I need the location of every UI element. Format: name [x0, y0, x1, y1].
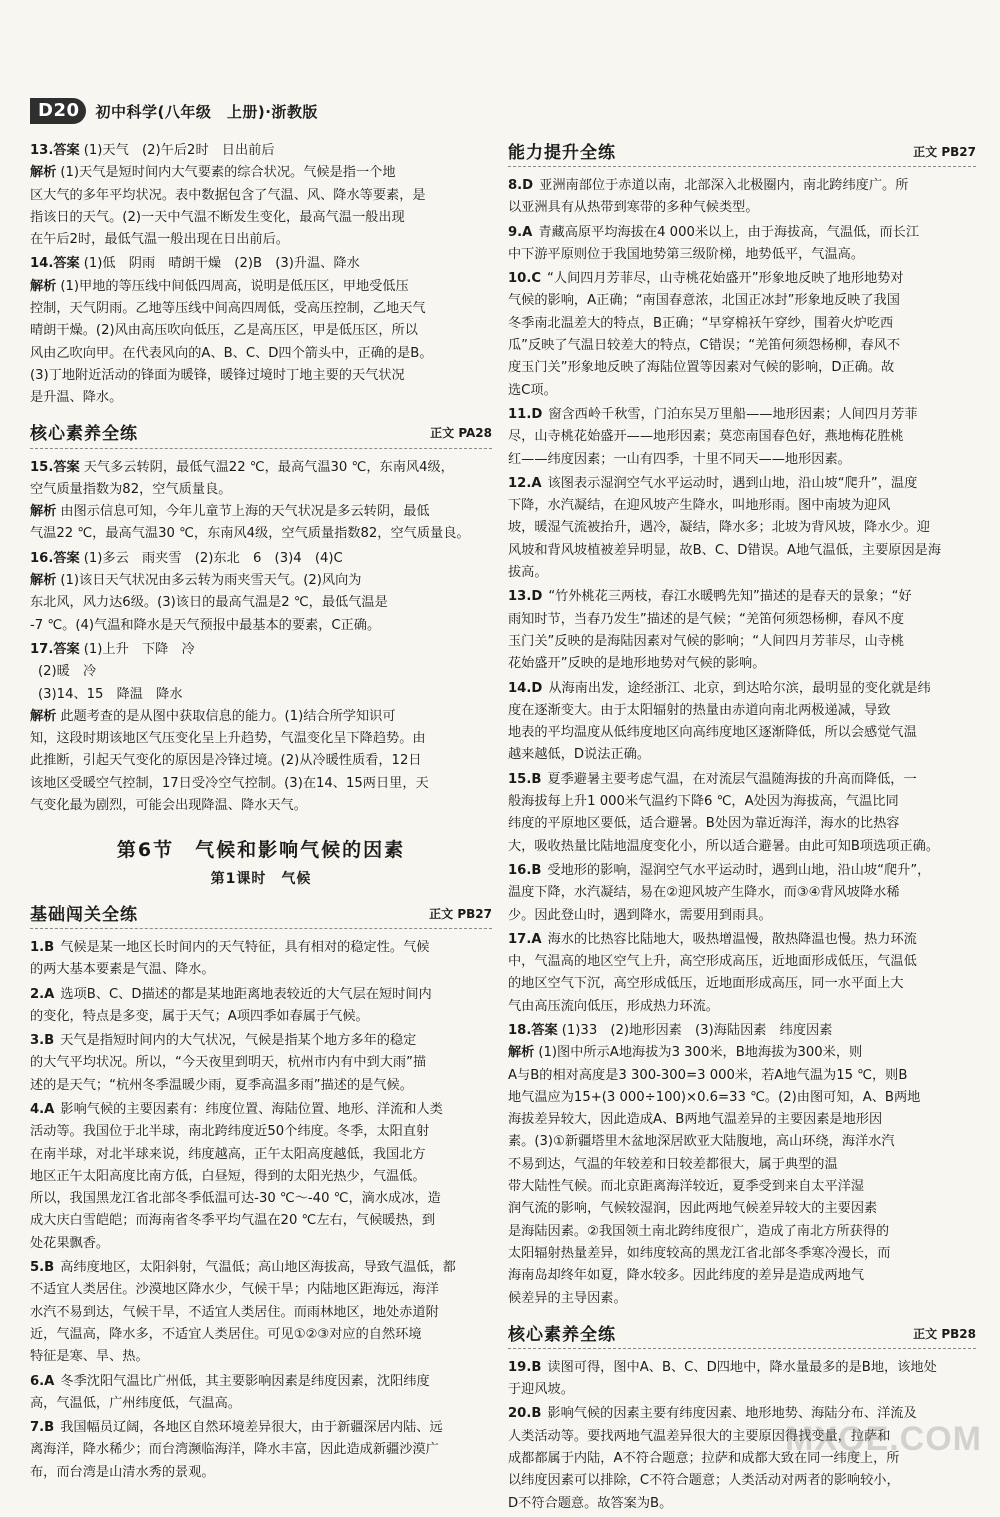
question-text: 处花果飘香。 — [30, 1235, 110, 1251]
question-number: 18. — [508, 1022, 532, 1038]
question-text: 活动等。我国位于北半球，南北跨纬度近50个纬度。冬季，太阳直射 — [30, 1124, 430, 1140]
analysis-label: 解析 — [30, 504, 57, 520]
question-number: 17.A — [508, 931, 542, 947]
analysis-text: A与B的相对高度是3 300-300=3 000米，若A地气温为15 ℃，则B — [508, 1067, 908, 1083]
left-column — [30, 140, 492, 1486]
question-text: 度玉门关”形象地反映了海陆位置等因素对气候的影响，D正确。故 — [508, 360, 895, 376]
question-item — [30, 1099, 492, 1255]
question-item — [30, 457, 492, 546]
question-text: 以纬度因素可以排除，C不符合题意；人类活动对两者的影响较小， — [508, 1473, 900, 1489]
analysis-text: 气温22 ℃，最高气温30 ℃，东南风4级，空气质量指数82，空气质量良。 — [30, 526, 470, 542]
question-item — [30, 1417, 492, 1484]
question-text: 玉门关”反映的是海陆因素对气候的影响；“人间四月芳菲尽，山寺桃 — [508, 633, 905, 649]
answer-text: (1)天气 (2)午后2时 日出前后 — [83, 143, 275, 158]
question-text: 大，吸收热量比陆地温度变化小，所以适合避暑。由此可知B项选项正确。 — [508, 838, 940, 854]
analysis-text: 知，这段时期该地区气压变化呈上升趋势，气温变化呈下降趋势。由 — [30, 731, 426, 747]
analysis-text: 候差异的主导因素。 — [508, 1290, 627, 1306]
question-number: 2.A — [30, 986, 55, 1002]
question-text: 少。因此登山时，遇到降水，需要用到雨具。 — [508, 907, 772, 923]
question-number: 16.B — [508, 862, 542, 878]
chapter-heading — [30, 839, 492, 890]
question-text: 般海拔每上升1 000米气温约下降6 ℃，A处因为海拔高，气温比同 — [508, 794, 899, 810]
analysis-text: 该地区受暖空气控制，17日受冷空气控制。(3)在14、15两日里，天 — [30, 775, 429, 791]
question-number: 12.A — [508, 475, 542, 491]
question-text: 该图表示湿润空气水平运动时，遇到山地，沿山坡“爬升”，温度 — [547, 475, 918, 491]
analysis-block — [30, 706, 492, 817]
analysis-label: 解析 — [30, 573, 57, 589]
answer-label: 答案 — [53, 459, 80, 475]
analysis-text: (1)图中所示A地海拔为3 300米，B地海拔为300米，则 — [538, 1045, 863, 1061]
question-text: 地区正午太阳高度比南方低，白昼短，得到的太阳光热少，气温低。 — [30, 1168, 426, 1184]
analysis-text: 是升温、降水。 — [30, 390, 123, 406]
question-text: 海水的比热容比陆地大，吸热增温慢，散热降温也慢。热力环流 — [547, 931, 917, 947]
question-text: 度在逐渐变大。由于太阳辐射的热量由赤道向南北两极递减，导致 — [508, 702, 891, 718]
analysis-block — [30, 276, 492, 410]
page-header — [30, 96, 318, 126]
analysis-block — [30, 570, 492, 637]
question-number: 4.A — [30, 1101, 55, 1117]
analysis-text: 海南岛却终年如夏，降水较多。因此纬度的差异是造成两地气 — [508, 1268, 865, 1284]
analysis-text: (1)天气是短时间内大气要素的综合状况。气候是指一个地 — [60, 165, 396, 181]
section-header — [30, 422, 492, 449]
section-page-ref: 正文 PB27 — [913, 144, 976, 159]
question-number: 19.B — [508, 1359, 542, 1375]
section-page-ref: 正文 PB27 — [429, 906, 492, 921]
answer-text: (1)上升 下降 冷 — [83, 641, 195, 657]
question-number: 3.B — [30, 1033, 55, 1049]
question-text: 花始盛开”反映的是地形地势对气候的影响。 — [508, 656, 766, 672]
answer-text: 空气质量指数为82，空气质量良。 — [30, 481, 232, 497]
question-item — [508, 268, 976, 402]
analysis-text: 气变化最为剧烈，可能会出现降温、降水天气。 — [30, 798, 307, 814]
analysis-text: (1)甲地的等压线中间低四周高，说明是低压区，甲地受低压 — [60, 278, 409, 294]
question-item — [508, 404, 976, 471]
analysis-text: 在午后2时，最低气温一般出现在日出前后。 — [30, 232, 289, 248]
question-text: 高，气温低，广州纬度低，气温高。 — [30, 1395, 241, 1411]
question-text: 的大气平均状况。所以，“今天夜里到明天，杭州市内有中到大雨”描 — [30, 1055, 427, 1071]
watermark: MXQE.COM — [785, 1420, 982, 1458]
question-item — [30, 1257, 492, 1368]
question-number: 16. — [30, 550, 54, 566]
question-text: 中下游平原则位于我国地势第三级阶梯，地势低平，气温高。 — [508, 246, 865, 262]
analysis-text: 区大气的多年平均状况。表中数据包含了气温、风、降水等要素，是 — [30, 187, 426, 203]
question-text: 雨知时节，当春乃发生”描述的是气候；“羌笛何须怨杨柳，春风不度 — [508, 611, 905, 627]
question-item — [30, 1371, 492, 1416]
question-text: 纬度的平原地区要低，适合避暑。B处因为靠近海洋，海水的比热容 — [508, 816, 900, 832]
question-number: 13.D — [508, 589, 543, 605]
analysis-text: -7 ℃。(4)气温和降水是天气预报中最基本的要素，C正确。 — [30, 617, 381, 633]
question-text: 选C项。 — [508, 382, 557, 398]
question-text: 风坡和背风坡植被差异明显，故B、C、D错误。A地气温低，主要原因是海 — [508, 542, 942, 558]
question-item — [508, 175, 976, 220]
analysis-text: 素。(3)①新疆塔里木盆地深居欧亚大陆腹地，高山环绕，海洋水汽 — [508, 1134, 895, 1150]
section-header — [508, 140, 976, 167]
analysis-label: 解析 — [30, 708, 57, 724]
question-text: 离海洋，降水稀少；而台湾濒临海洋，降水丰富，因此造成新疆沙漠广 — [30, 1442, 439, 1458]
analysis-label: 解析 — [30, 165, 57, 181]
question-text: D不符合题意。故答案为B。 — [508, 1495, 673, 1511]
answer-sub: (3)14、15 降温 降水 — [38, 686, 183, 702]
question-text: 近，气温高，降水多，不适宜人类居住。可见①②③对应的自然环境 — [30, 1326, 422, 1342]
question-number: 8.D — [508, 178, 534, 193]
question-text: 窗含西岭千秋雪，门泊东吴万里船——地形因素；人间四月芳菲 — [548, 406, 918, 422]
question-number: 9.A — [508, 224, 533, 240]
question-text: 成都都属于内陆，A不符合题意；拉萨和成都大致在同一纬度上，所 — [508, 1451, 900, 1467]
question-item — [30, 140, 492, 251]
question-item — [30, 984, 492, 1029]
question-item — [30, 253, 492, 409]
analysis-text: 指该日的天气。(2)一天中气温不断发生变化，最高气温一般出现 — [30, 209, 405, 225]
section-title: 核心素养全练 — [30, 424, 138, 445]
question-text: “竹外桃花三两枝，春江水暖鸭先知”描述的是春天的景象；“好 — [548, 589, 912, 605]
question-item — [508, 1357, 976, 1402]
question-text: 成大庆白雪皑皑；而海南省冬季平均气温在20 ℃左右，气候暖热，到 — [30, 1213, 436, 1229]
question-text: 以亚洲具有从热带到寒带的多种气候类型。 — [508, 200, 759, 216]
question-text: 选项B、C、D描述的都是某地距离地表较近的大气层在短时间内 — [60, 986, 432, 1002]
question-number: 6.A — [30, 1373, 55, 1389]
question-text: 冬季沈阳气温比广州低，其主要影响因素是纬度因素，沈阳纬度 — [60, 1373, 430, 1389]
analysis-text: 地气温应为15+(3 000÷100)×0.6=33 ℃。(2)由图可知，A、B两地 — [508, 1089, 921, 1105]
question-text: 气由高压流向低压，形成热力环流。 — [508, 998, 719, 1014]
answer-label: 答案 — [53, 143, 80, 158]
question-text: 的变化，特点是多变，属于天气；A项四季如春属于气候。 — [30, 1008, 369, 1024]
question-text: 所以，我国黑龙江省北部冬季低温可达-30 ℃～-40 ℃，滴水成冰，造 — [30, 1191, 441, 1207]
chapter-subtitle: 第1课时 气候 — [210, 870, 312, 887]
question-item — [508, 860, 976, 927]
question-item — [508, 678, 976, 767]
analysis-block — [30, 501, 492, 546]
question-text: 中，气温高的地区空气上升，高空形成高压，近地面形成低压，气温低 — [508, 954, 917, 970]
section-title: 能力提升全练 — [508, 142, 616, 163]
question-text: 水汽不易到达，气候干旱，不适宜人类居住。而雨林地区，地处赤道附 — [30, 1304, 439, 1320]
question-number: 20.B — [508, 1406, 542, 1422]
section-page-ref: 正文 PA28 — [430, 426, 492, 441]
question-text: 夏季避暑主要考虑气温，在对流层气温随海拔的升高而降低，一 — [547, 771, 917, 787]
answer-text: 天气多云转阴，最低气温22 ℃，最高气温30 ℃，东南风4级， — [83, 459, 454, 475]
question-number: 17. — [30, 641, 54, 657]
answer-text: (1)33 (2)地形因素 (3)海陆因素 纬度因素 — [561, 1022, 833, 1038]
analysis-text: 晴朗干燥。(2)风由高压吹向低压，乙是高压区，甲是低压区，所以 — [30, 323, 418, 339]
analysis-text: 风由乙吹向甲。在代表风向的A、B、C、D四个箭头中，正确的是B。 — [30, 345, 433, 361]
section-title: 核心素养全练 — [508, 1324, 616, 1345]
question-text: 青藏高原平均海拔在4 000米以上，由于海拔高，气温低，而长江 — [538, 224, 920, 240]
question-text: 的地区空气下沉，高空形成低压，近地面形成高压，同一水平面上大 — [508, 976, 904, 992]
question-item — [508, 586, 976, 675]
question-text: 亚洲南部位于赤道以南，北部深入北极圈内，南北跨纬度广。所 — [539, 178, 909, 193]
question-text: 影响气候的因素主要有纬度因素、地形地势、海陆分布、洋流及 — [547, 1406, 917, 1422]
question-number: 1.B — [30, 939, 55, 955]
question-text: 拔高。 — [508, 565, 548, 581]
analysis-text: 此推断，引起天气变化的原因是冷锋过境。(2)从冷暖性质看，12日 — [30, 753, 422, 769]
chapter-title: 第6节 气候和影响气候的因素 — [116, 839, 406, 862]
question-text: 不适宜人类居住。沙漠地区降水少，气候干旱；内陆地区距海远，海洋 — [30, 1282, 439, 1298]
question-text: 在南半球，对北半球来说，纬度越高，正午太阳高度越低，我国北方 — [30, 1146, 426, 1162]
question-text: 受地形的影响，湿润空气水平运动时，遇到山地，沿山坡“爬升”， — [547, 862, 931, 878]
answer-label: 答案 — [53, 256, 80, 272]
page-number-badge: D20 — [30, 98, 86, 124]
analysis-block — [508, 1042, 976, 1310]
question-text: 述的是天气；“杭州冬季温暖少雨，夏季高温多雨”描述的是气候。 — [30, 1077, 413, 1093]
answer-text: (1)多云 雨夹雪 (2)东北 6 (3)4 (4)C — [83, 550, 343, 566]
question-text: 高纬度地区，太阳斜射，气温低；高山地区海拔高，导致气温低，都 — [60, 1260, 456, 1276]
question-item — [508, 473, 976, 584]
question-item — [30, 548, 492, 637]
question-number: 11.D — [508, 406, 543, 422]
question-text: 红——纬度因素；一山有四季，十里不同天——地形因素。 — [508, 451, 851, 467]
question-text: 天气是指短时间内的大气状况，气候是指某个地方多年的稳定 — [60, 1033, 417, 1049]
question-item — [508, 1020, 976, 1310]
question-number: 13. — [30, 143, 54, 158]
analysis-text: 是海陆因素。②我国领土南北跨纬度很广，造成了南北方所获得的 — [508, 1223, 890, 1239]
question-text: 冬季南北温差大的特点，B正确；“早穿棉袄午穿纱，围着火炉吃西 — [508, 315, 894, 331]
question-item — [508, 769, 976, 858]
answer-label: 答案 — [531, 1022, 558, 1038]
section-page-ref: 正文 PB28 — [913, 1326, 976, 1341]
section-title: 基础闯关全练 — [30, 904, 138, 925]
question-item — [508, 929, 976, 1018]
question-number: 14. — [30, 256, 54, 272]
question-text: 特征是寒、旱、热。 — [30, 1349, 149, 1365]
question-text: 影响气候的主要因素有：纬度位置、海陆位置、地形、洋流和人类 — [60, 1101, 443, 1117]
question-text: 读图可得，图中A、B、C、D四地中，降水量最多的是B地，该地处 — [547, 1359, 937, 1375]
question-text: 坡，暖湿气流被抬升，遇冷，凝结，降水多；北坡为背风坡，降水少。迎 — [508, 520, 930, 536]
question-text: 温度下降，水汽凝结，易在②迎风坡产生降水，而③④背风坡降水稀 — [508, 885, 900, 901]
analysis-block — [30, 162, 492, 251]
section-header — [30, 902, 492, 929]
analysis-label: 解析 — [30, 278, 57, 294]
question-text: 瓜”反映了气温日较差大的特点，C错误；“羌笛何须怨杨柳，春风不 — [508, 338, 901, 354]
question-number: 5.B — [30, 1260, 55, 1276]
question-item — [30, 639, 492, 817]
question-number: 14.D — [508, 680, 543, 696]
question-number: 15. — [30, 459, 54, 475]
question-text: 气候是某一地区长时间内的天气特征，具有相对的稳定性。气候 — [60, 939, 430, 955]
question-text: 从海南出发，途经浙江、北京，到达哈尔滨，最明显的变化就是纬 — [548, 680, 931, 696]
analysis-text: 带大陆性气候。而北京距离海洋较近，夏季受到来自太平洋湿 — [508, 1179, 865, 1195]
answer-sub: (2)暖 冷 — [38, 664, 97, 680]
question-text: 人类活动等。要找两地气温差异很大的主要原因得找变量，拉萨和 — [508, 1428, 891, 1444]
question-text: 下降，水汽凝结，在迎风坡产生降水，叫地形雨。图中南坡为迎风 — [508, 498, 891, 514]
book-title: 初中科学(八年级 上册)·浙教版 — [95, 102, 318, 121]
question-text: 布，而台湾是山清水秀的景观。 — [30, 1464, 215, 1480]
question-text: 于迎风坡。 — [508, 1382, 574, 1398]
answer-label: 答案 — [53, 641, 80, 657]
question-text: 尽，山寺桃花始盛开——地形因素；莫恋南国春色好，燕地梅花胜桃 — [508, 429, 904, 445]
question-item — [508, 222, 976, 267]
question-text: “人间四月芳菲尽，山寺桃花始盛开”形象地反映了地形地势对 — [547, 271, 904, 287]
question-text: 气候的影响，A正确；“南国春意浓，北国正冰封”形象地反映了我国 — [508, 293, 900, 309]
question-text: 的两大基本要素是气温、降水。 — [30, 962, 215, 978]
analysis-text: 此题考查的是从图中获取信息的能力。(1)结合所学知识可 — [60, 708, 396, 724]
question-number: 10.C — [508, 271, 542, 287]
question-text: 地表的平均温度从低纬度地区向高纬度地区逐渐降低，所以会感觉气温 — [508, 725, 917, 741]
analysis-text: 太阳辐射热量差异，如纬度较高的黑龙江省北部冬季寒冷漫长，而 — [508, 1245, 891, 1261]
answer-label: 答案 — [53, 550, 80, 566]
analysis-label: 解析 — [508, 1045, 535, 1061]
question-item — [30, 937, 492, 982]
question-number: 15.B — [508, 771, 542, 787]
analysis-text: 不易到达，气温的年较差和日较差都很大，属于典型的温 — [508, 1156, 838, 1172]
question-item — [30, 1030, 492, 1097]
question-number: 7.B — [30, 1420, 55, 1436]
analysis-text: 海拔差异较大，因此造成A、B两地气温差异的主要因素是地形因 — [508, 1112, 883, 1128]
analysis-text: 控制，天气阴雨。乙地等压线中间高四周低，受高压控制，乙地天气 — [30, 301, 426, 317]
analysis-text: 润气流的影响，气候较湿润，因此两地气候差异较大的主要因素 — [508, 1201, 878, 1217]
analysis-text: 由图示信息可知，今年儿童节上海的天气状况是多云转阴，最低 — [60, 504, 430, 520]
analysis-text: (3)丁地附近活动的锋面为暖锋，暖锋过境时丁地主要的天气状况 — [30, 367, 405, 383]
right-column — [508, 140, 976, 1517]
question-text: 越来越低，D说法正确。 — [508, 747, 651, 763]
analysis-text: (1)该日天气状况由多云转为雨夹雪天气。(2)风向为 — [60, 573, 362, 589]
section-header — [508, 1322, 976, 1349]
question-text: 我国幅员辽阔，各地区自然环境差异很大，由于新疆深居内陆、远 — [60, 1420, 443, 1436]
answer-text: (1)低 阴雨 晴朗干燥 (2)B (3)升温、降水 — [83, 256, 360, 272]
analysis-text: 东北风，风力达6级。(3)该日的最高气温是2 ℃，最低气温是 — [30, 595, 388, 611]
